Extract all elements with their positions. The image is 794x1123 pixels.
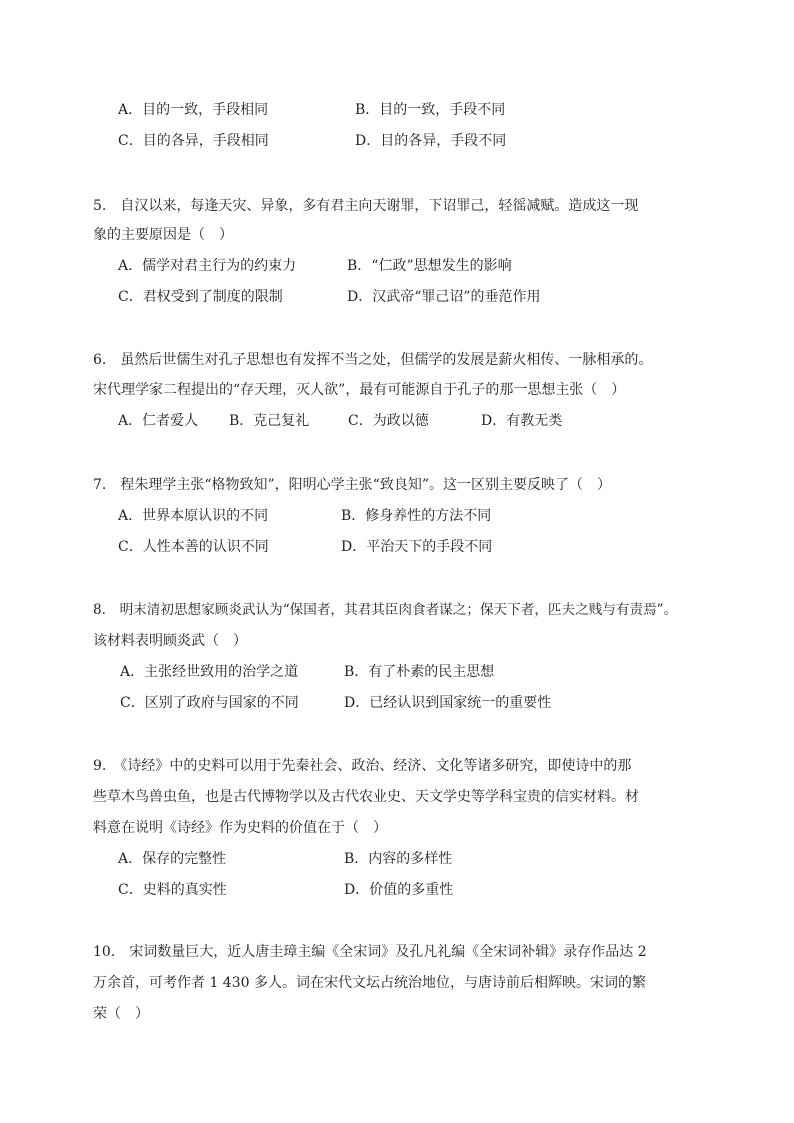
q7-option-d: D．平治天下的手段不同 bbox=[341, 539, 493, 555]
q9-stem-line1: 9. 《诗经》中的史料可以用于先秦社会、政治、经济、文化等诸多研究，即使诗中的那 bbox=[93, 758, 632, 774]
q9-stem-line3: 料意在说明《诗经》作为史料的价值在于（ ） bbox=[93, 820, 387, 836]
q4-option-d: D．目的各异，手段不同 bbox=[355, 133, 507, 149]
q8-option-b: B．有了朴素的民主思想 bbox=[344, 664, 495, 680]
q8-option-c: C．区别了政府与国家的不同 bbox=[120, 695, 299, 711]
q9-stem-line2: 些草木鸟兽虫鱼，也是古代博物学以及古代农业史、天文学史等学科宝贵的信实材料。材 bbox=[93, 789, 639, 805]
q6-stem-line1: 6. 虽然后世儒生对孔子思想也有发挥不当之处，但儒学的发展是薪火相传、一脉相承的。 bbox=[93, 352, 653, 368]
q5-stem-line2: 象的主要原因是（ ） bbox=[93, 227, 233, 243]
q8-stem-line2: 该材料表明顾炎武（ ） bbox=[93, 633, 247, 649]
q7-option-a: A．世界本原认识的不同 bbox=[118, 508, 269, 524]
q9-option-c: C．史料的真实性 bbox=[118, 882, 227, 898]
q5-option-a: A．儒学对君主行为的约束力 bbox=[118, 258, 297, 274]
q7-stem-line1: 7. 程朱理学主张“格物致知”，阳明心学主张“致良知”。这一区别主要反映了（ ） bbox=[93, 477, 611, 493]
q6-option-d: D．有教无类 bbox=[481, 413, 563, 429]
q4-option-b: B．目的一致，手段不同 bbox=[355, 102, 506, 118]
q4-option-a: A．目的一致，手段相同 bbox=[118, 102, 269, 118]
q7-option-b: B．修身养性的方法不同 bbox=[341, 508, 492, 524]
q5-option-b: B．“仁政”思想发生的影响 bbox=[347, 258, 512, 274]
q9-option-b: B．内容的多样性 bbox=[344, 851, 453, 867]
q10-stem-line1: 10. 宋词数量巨大，近人唐圭璋主编《全宋词》及孔凡礼编《全宋词补辑》录存作品达 2 bbox=[93, 944, 647, 960]
q4-option-c: C．目的各异，手段相同 bbox=[118, 133, 269, 149]
q6-option-b: B．克己复礼 bbox=[229, 413, 310, 429]
q6-option-a: A．仁者爱人 bbox=[118, 413, 199, 429]
q9-option-d: D．价值的多重性 bbox=[344, 882, 454, 898]
q8-option-d: D．已经认识到国家统一的重要性 bbox=[344, 695, 552, 711]
q5-stem-line1: 5. 自汉以来，每逢天灾、异象，多有君主向天谢罪，下诏罪己，轻徭减赋。造成这一现 bbox=[93, 198, 639, 214]
q7-option-c: C．人性本善的认识不同 bbox=[118, 539, 269, 555]
q8-stem-line1: 8. 明末清初思想家顾炎武认为“保国者，其君其臣肉食者谋之；保天下者，匹夫之贱与有责焉”。 bbox=[93, 602, 678, 618]
q5-option-d: D．汉武帝“罪己诏”的垂范作用 bbox=[347, 289, 541, 305]
q6-stem-line2: 宋代理学家二程提出的“存天理，灭人欲”，最有可能源自于孔子的那一思想主张（ ） bbox=[93, 382, 626, 398]
q8-option-a: A．主张经世致用的治学之道 bbox=[120, 664, 299, 680]
q10-stem-line3: 荣（ ） bbox=[93, 1006, 149, 1022]
q5-option-c: C．君权受到了制度的限制 bbox=[118, 289, 283, 305]
q9-option-a: A．保存的完整性 bbox=[118, 851, 227, 867]
q6-option-c: C．为政以德 bbox=[348, 413, 429, 429]
q10-stem-line2: 万余首，可考作者 1 430 多人。词在宋代文坛占统治地位，与唐诗前后相辉映。宋词的繁 bbox=[93, 975, 646, 991]
